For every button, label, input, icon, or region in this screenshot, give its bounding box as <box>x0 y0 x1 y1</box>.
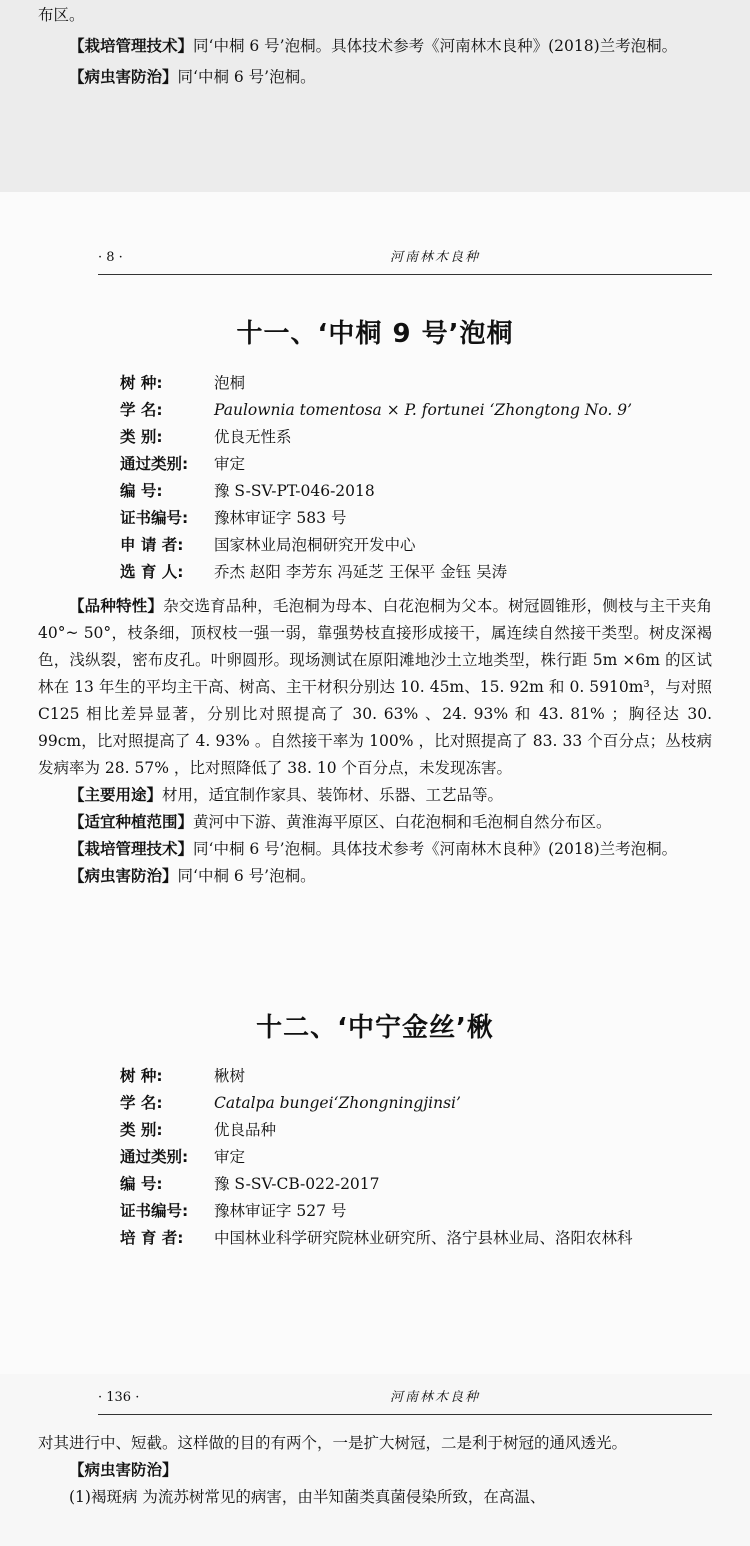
info-value: 优良品种 <box>214 1121 277 1139</box>
info-row <box>120 532 712 559</box>
section-label: 【适宜种植范围】 <box>69 813 194 831</box>
page-number: · 8 · <box>98 250 123 265</box>
section-label: 【病虫害防治】 <box>69 1461 178 1479</box>
use-paragraph <box>0 782 750 809</box>
header-rule <box>98 1414 712 1415</box>
info-row <box>120 397 712 424</box>
paragraph: 对其进行中、短截。这样做的目的有两个，一是扩大树冠，二是利于树冠的通风透光。 <box>38 1434 628 1452</box>
cultivation-paragraph <box>0 836 750 863</box>
info-label: 通过类别: <box>120 455 189 473</box>
info-value: 优良无性系 <box>214 428 292 446</box>
info-label: 树 种: <box>120 1067 163 1085</box>
pest-paragraph <box>0 863 750 890</box>
info-label: 申 请 者: <box>120 536 184 554</box>
info-row <box>120 1117 712 1144</box>
header-rule <box>98 274 712 275</box>
range-paragraph <box>0 809 750 836</box>
section-label: 【品种特性】 <box>69 597 164 615</box>
info-label: 编 号: <box>120 482 163 500</box>
info-row <box>120 451 712 478</box>
section-text: 同‘中桐 6 号’泡桐。具体技术参考《河南林木良种》(2018)兰考泡桐。 <box>193 840 678 858</box>
info-value: 中国林业科学研究院林业研究所、洛宁县林业局、洛阳农林科 <box>214 1229 633 1247</box>
info-value: 乔杰 赵阳 李芳东 冯延芝 王保平 金钰 吴涛 <box>214 563 508 581</box>
info-row <box>120 478 712 505</box>
section-text: 同‘中桐 6 号’泡桐。 <box>177 867 316 885</box>
section-text: 同‘中桐 6 号’泡桐。具体技术参考《河南林木良种》(2018)兰考泡桐。 <box>193 37 678 55</box>
info-table <box>120 1063 712 1252</box>
info-value: 泡桐 <box>214 374 246 392</box>
section-text: 材用，适宜制作家具、装饰材、乐器、工艺品等。 <box>162 786 504 804</box>
info-row <box>120 370 712 397</box>
info-row <box>120 1171 712 1198</box>
paragraph: 布区。 <box>38 6 85 24</box>
section-heading: 十一、‘中桐 9 号’泡桐 <box>236 319 514 349</box>
info-value: Catalpa bungei‘Zhongningjinsi’ <box>214 1094 461 1112</box>
info-label: 类 别: <box>120 1121 163 1139</box>
cultivation-paragraph <box>0 33 750 60</box>
traits-block <box>0 593 750 890</box>
info-value: 豫林审证字 583 号 <box>214 509 347 527</box>
running-header <box>98 1385 712 1405</box>
running-header <box>98 245 712 265</box>
running-title: 河南林木良种 <box>389 250 480 265</box>
info-value: 国家林业局泡桐研究开发中心 <box>214 536 416 554</box>
pest-paragraph <box>0 64 750 91</box>
section-heading: 十二、‘中宁金丝’楸 <box>256 1013 494 1043</box>
top-fragment-text <box>0 2 750 91</box>
info-row <box>120 1063 712 1090</box>
info-label: 编 号: <box>120 1175 163 1193</box>
paragraph: (1)褐斑病 为流苏树常见的病害，由半知菌类真菌侵染所致，在高温、 <box>69 1488 546 1506</box>
info-label: 选 育 人: <box>120 563 184 581</box>
info-row <box>120 559 712 586</box>
info-row <box>120 1225 712 1252</box>
info-label: 学 名: <box>120 1094 163 1112</box>
info-value: Paulownia tomentosa × P. fortunei ‘Zhongtong No. 9’ <box>214 401 633 419</box>
info-row <box>120 1090 712 1117</box>
info-label: 证书编号: <box>120 1202 189 1220</box>
info-label: 类 别: <box>120 428 163 446</box>
section-label: 【病虫害防治】 <box>69 68 178 86</box>
info-value: 审定 <box>214 1148 246 1166</box>
running-title: 河南林木良种 <box>389 1390 480 1405</box>
section-label: 【栽培管理技术】 <box>69 840 194 858</box>
info-row <box>120 505 712 532</box>
subheading <box>0 1457 750 1484</box>
info-label: 证书编号: <box>120 509 189 527</box>
info-label: 通过类别: <box>120 1148 189 1166</box>
info-label: 学 名: <box>120 401 163 419</box>
info-row <box>120 1198 712 1225</box>
info-row <box>120 1144 712 1171</box>
info-value: 审定 <box>214 455 246 473</box>
section-label: 【主要用途】 <box>69 786 163 804</box>
info-label: 培 育 者: <box>120 1229 184 1247</box>
info-value: 豫 S-SV-PT-046-2018 <box>214 482 375 500</box>
page-136-text <box>0 1430 750 1511</box>
info-value: 豫 S-SV-CB-022-2017 <box>214 1175 380 1193</box>
info-label: 树 种: <box>120 374 163 392</box>
section-text: 黄河中下游、黄淮海平原区、白花泡桐和毛泡桐自然分布区。 <box>193 813 612 831</box>
traits-paragraph <box>0 593 750 782</box>
page-number: · 136 · <box>98 1390 140 1405</box>
section-text: 杂交选育品种，毛泡桐为母本、白花泡桐为父本。树冠圆锥形，侧枝与主干夹角 40°~ 50°，枝条细，顶杈枝一强一弱，靠强势枝直接形成接干，属连续自然接干类型。树皮深褐色，浅纵裂，密布皮孔。叶卵圆形。现场测试在原阳滩地沙土立地类型，株行距 5m ×6m 的区试林在 13 年生的平均主干高、树高、主干材积分别达 10. 45m、15. 92m 和 0. 5910m³，与对照 C125 相比差异显著，分别比对照提高了 30. 63% 、24. 93% 和 43. 81% ；胸径达 30. 99cm，比对照提高了 4. 93% 。自然接干率为 100% ，比对照提高了 83. 33 个百分点；丛枝病发病率为 28. 57% ，比对照降低了 38. 10 个百分点，未发现冻害。 <box>38 597 712 777</box>
section-label: 【栽培管理技术】 <box>69 37 194 55</box>
info-table <box>120 370 712 586</box>
info-value: 豫林审证字 527 号 <box>214 1202 347 1220</box>
section-label: 【病虫害防治】 <box>69 867 178 885</box>
info-row <box>120 424 712 451</box>
info-value: 楸树 <box>214 1067 246 1085</box>
section-text: 同‘中桐 6 号’泡桐。 <box>177 68 316 86</box>
